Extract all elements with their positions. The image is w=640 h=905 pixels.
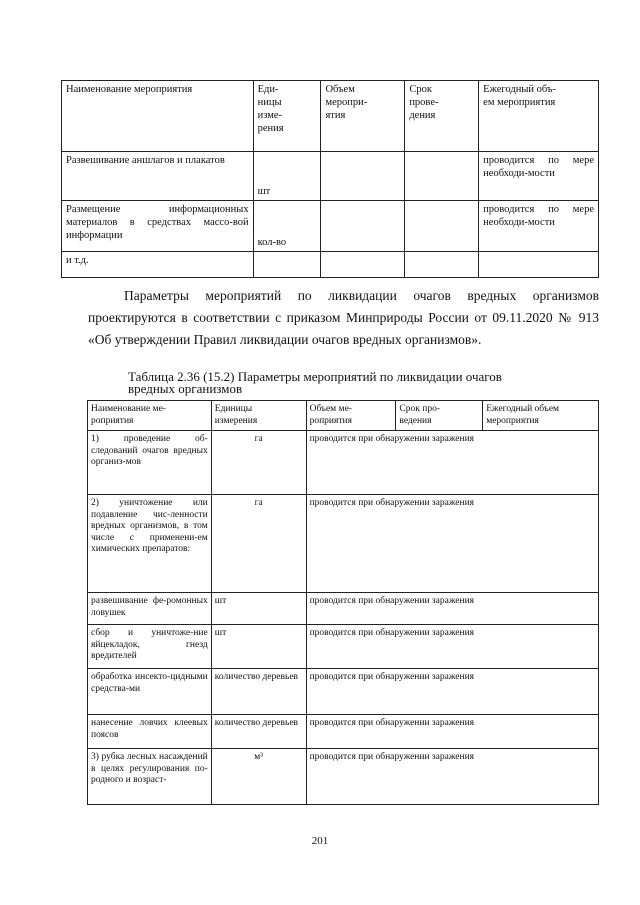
table-cell: проводится при обнаружении заражения — [306, 495, 598, 593]
table-cell: проводится по мере необходи-мости — [479, 201, 599, 252]
table-cell: сбор и уничтоже-ние яйцекладок, гнезд вредителей — [88, 625, 212, 669]
table-cell: 2) уничтожение или подавление чис-ленности вредных организмов, в том числе с применени-ем химических препаратов: — [88, 495, 212, 593]
page-number: 201 — [311, 835, 329, 847]
table-row — [62, 201, 599, 252]
table-cell: шт — [211, 625, 306, 669]
header-cell: Срок прове- дения — [405, 81, 479, 152]
table-cell: проводится при обнаружении заражения — [306, 715, 598, 749]
table-row — [88, 749, 599, 805]
table-row — [88, 431, 599, 495]
caption-line: Таблица 2.36 (15.2) Параметры мероприятий по ликвидации очагов — [128, 369, 502, 384]
table-cell: и т.д. — [62, 252, 254, 278]
caption-line: вредных организмов — [128, 381, 243, 396]
header-cell: Ежегодный объ- ем мероприятия — [479, 81, 599, 152]
header-cell: Объем ме- роприятия — [306, 401, 396, 431]
table-cell: обработка инсекто-цидными средства-ми — [88, 669, 212, 715]
table-cell — [253, 252, 321, 278]
table-row — [88, 593, 599, 625]
table-cell: проводится при обнаружении заражения — [306, 669, 598, 715]
table-cell — [405, 152, 479, 201]
table-cell: га — [211, 495, 306, 593]
table-row — [88, 715, 599, 749]
table-cell — [321, 152, 405, 201]
table-row — [88, 669, 599, 715]
table-caption — [128, 371, 528, 395]
pest-measures-table — [87, 400, 599, 805]
table-cell — [405, 201, 479, 252]
table-cell: количество деревьев — [211, 715, 306, 749]
header-cell: Единицы измерения — [211, 401, 306, 431]
header-cell: Объем меропри- ятия — [321, 81, 405, 152]
header-cell: Наименование мероприятия — [62, 81, 254, 152]
table-cell: нанесение ловчих клеевых поясов — [88, 715, 212, 749]
table-row — [62, 252, 599, 278]
header-cell: Ежегодный объем мероприятия — [483, 401, 599, 431]
table-header-row — [62, 81, 599, 152]
table-cell: количество деревьев — [211, 669, 306, 715]
table-cell: Размещение информационных материалов в средствах массо-вой информации — [62, 201, 254, 252]
table-cell: проводится при обнаружении заражения — [306, 625, 598, 669]
table-cell — [479, 252, 599, 278]
measures-table — [61, 80, 599, 278]
table-cell: проводится при обнаружении заражения — [306, 593, 598, 625]
table-cell: 3) рубка лесных насаждений в целях регулирования по-родного и возраст- — [88, 749, 212, 805]
table-cell: шт — [211, 593, 306, 625]
table-cell: га — [211, 431, 306, 495]
header-cell: Срок про- ведения — [396, 401, 483, 431]
header-cell: Еди- ницы изме- рения — [253, 81, 321, 152]
table-cell: 1) проведение об-следований очагов вредных организ-мов — [88, 431, 212, 495]
table-cell: м³ — [211, 749, 306, 805]
table-cell: кол-во — [253, 201, 321, 252]
table-row — [88, 495, 599, 593]
table-header-row — [88, 401, 599, 431]
table-cell — [321, 252, 405, 278]
table-cell: проводится при обнаружении заражения — [306, 749, 598, 805]
table-row — [62, 152, 599, 201]
table-cell: проводится по мере необходи-мости — [479, 152, 599, 201]
table-row — [88, 625, 599, 669]
table-cell: проводится при обнаружении заражения — [306, 431, 598, 495]
header-cell: Наименование ме- роприятия — [88, 401, 212, 431]
body-paragraph: Параметры мероприятий по ликвидации очагов вредных организмов проектируются в соответствии с приказом Минприроды России от 09.11.2020 № 913 «Об утверждении Правил ликвидации очагов вредных организмов». — [88, 288, 599, 347]
table-cell — [405, 252, 479, 278]
table-cell — [321, 201, 405, 252]
table-cell: шт — [253, 152, 321, 201]
table-cell: Развешивание аншлагов и плакатов — [62, 152, 254, 201]
table-cell: развешивание фе-ромонных ловушек — [88, 593, 212, 625]
